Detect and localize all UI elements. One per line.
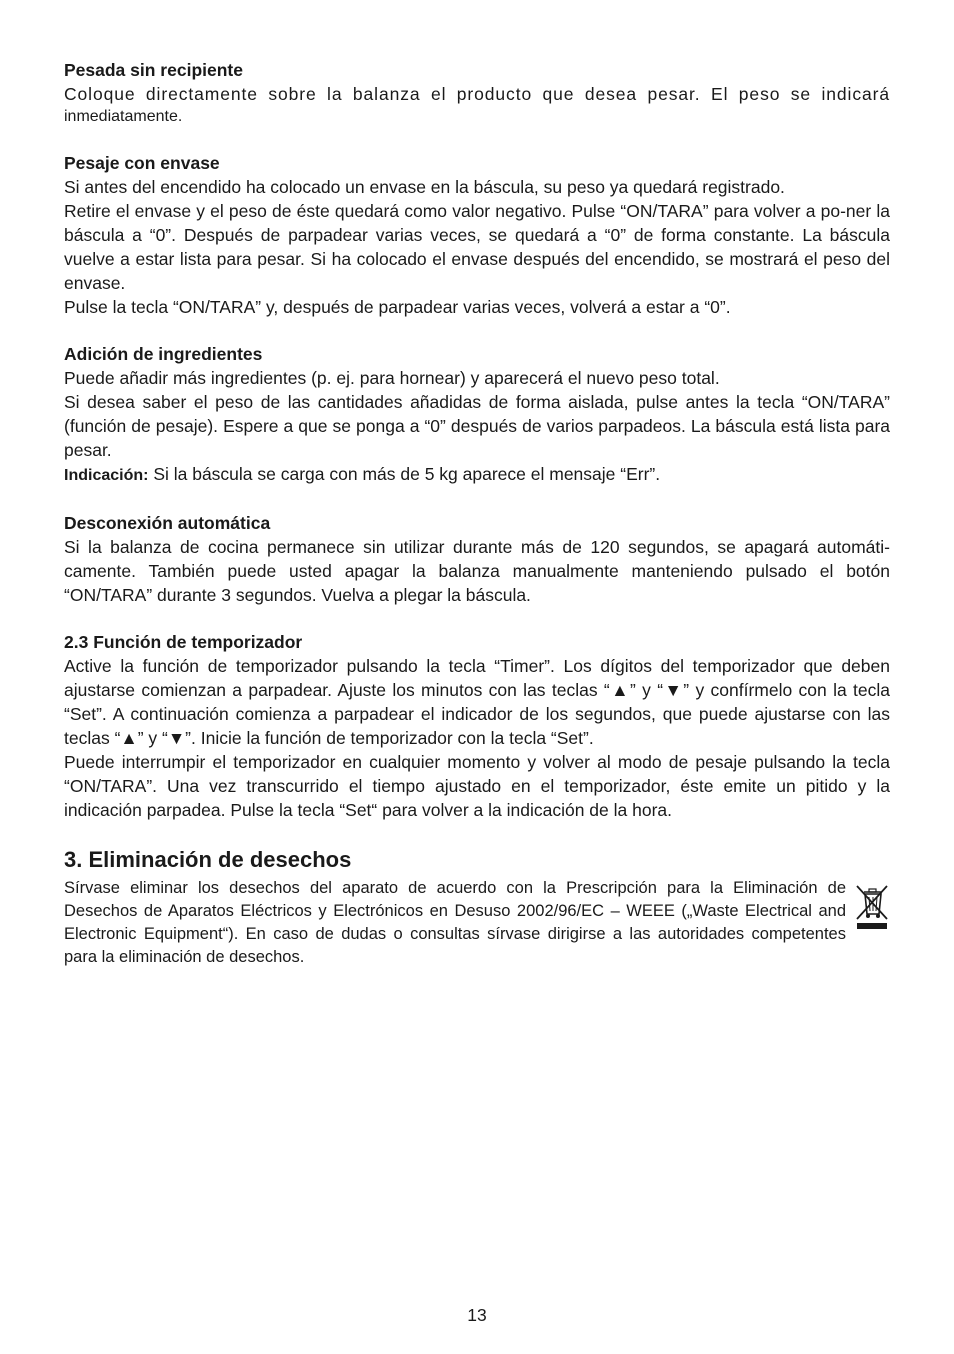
note [64, 462, 890, 488]
section-text: Coloque directamente sobre la balanza el producto que desea pesar. El peso se indicará [64, 84, 890, 104]
crossed-out-wheelie-bin-icon [854, 883, 890, 931]
section-text-continued: inmediatamente. [64, 108, 183, 125]
disposal-heading: 3. Eliminación de desechos [64, 847, 352, 872]
section-paragraph: Puede interrumpir el temporizador en cualquier momento y volver al modo de pesaje pulsando la tecla “ON/TARA”. Una vez transcurrido el tiempo ajustado en el temporizador, éste emite un pitido y la indicación parpadea. Pulse la tecla “Set“ para volver a la indicación de la hora. [64, 752, 890, 820]
section-paragraph: Puede añadir más ingredientes (p. ej. para hornear) y aparecerá el nuevo peso total. [64, 368, 720, 388]
section-weighing-without-container [64, 58, 890, 128]
section-paragraph: Retire el envase y el peso de éste quedará como valor negativo. Pulse “ON/TARA” para volver a po-ner la báscula a “0”. Después de parpadear varias veces, se quedará a “0” de forma constante. La báscula vuelve a estar lista para pesar. Si ha colocado el envase después del encendido, se mostrará el peso del envase. [64, 201, 890, 293]
section-paragraph: Active la función de temporizador pulsando la tecla “Timer”. Los dígitos del temporizador que deben ajustarse comienzan a parpadear. Ajuste los minutos con las teclas “▲” y “▼” y confírmelo con la tecla “Set”. A continuación comienza a parpadear el indicador de los segundos, que puede ajustarse con las teclas “▲” y “▼”. Inicie la función de temporizador con la tecla “Set”. [64, 656, 890, 748]
disposal-text: Sírvase eliminar los desechos del aparato de acuerdo con la Prescripción para la Eliminación de Desechos de Aparatos Eléctricos y Electrónicos en Desuso 2002/96/EC – WEEE („Waste Electrical and Electronic Equipment“). En caso de dudas o consultas sírvase dirigirse a las autoridades competentes para la eliminación de desechos. [64, 879, 846, 966]
section-auto-off [64, 511, 890, 607]
section-paragraph: Pulse la tecla “ON/TARA” y, después de parpadear varias veces, volverá a estar a “0”. [64, 297, 731, 317]
disposal-body [64, 877, 890, 969]
section-timer-function [64, 630, 890, 822]
section-title: Pesaje con envase [64, 153, 220, 173]
note-label: Indicación: [64, 467, 149, 484]
section-title: Desconexión automática [64, 513, 271, 533]
section-disposal [64, 846, 890, 969]
section-title: Adición de ingredientes [64, 344, 263, 364]
section-title: Pesada sin recipiente [64, 60, 243, 80]
page-content [64, 58, 890, 969]
page-number: 13 [467, 1305, 487, 1325]
section-title: 2.3 Función de temporizador [64, 632, 303, 652]
section-weighing-with-container [64, 151, 890, 319]
section-paragraph: Si antes del encendido ha colocado un envase en la báscula, su peso ya quedará registrado. [64, 177, 785, 197]
section-paragraph: Si la balanza de cocina permanece sin utilizar durante más de 120 segundos, se apagará automáti-camente. También puede usted apagar la balanza manualmente manteniendo pulsado el botón “ON/TARA” durante 3 segundos. Vuelva a plegar la báscula. [64, 537, 890, 605]
note-text: Si la báscula se carga con más de 5 kg aparece el mensaje “Err”. [148, 464, 661, 484]
section-paragraph: Si desea saber el peso de las cantidades añadidas de forma aislada, pulse antes la tecla “ON/TARA” (función de pesaje). Espere a que se ponga a “0” después de varios parpadeos. La báscula está lista para pesar. [64, 392, 890, 460]
section-adding-ingredients [64, 342, 890, 488]
